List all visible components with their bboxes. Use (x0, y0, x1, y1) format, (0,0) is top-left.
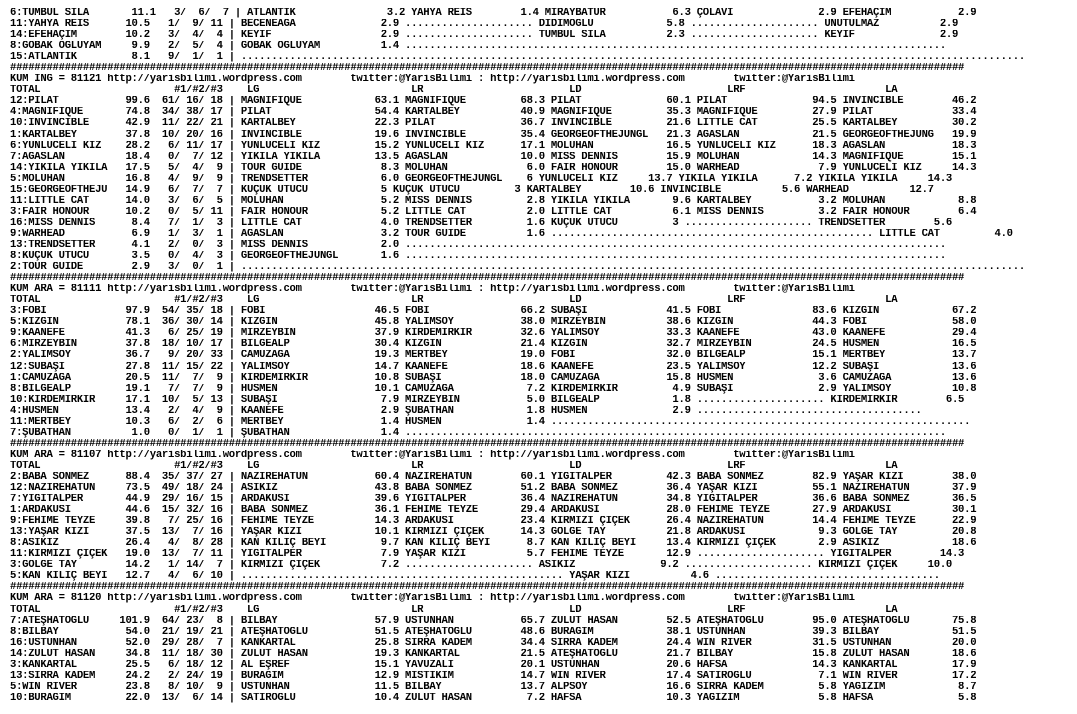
separator-line: ############################################################################################################################################################# (10, 273, 965, 285)
race-header-line: KUM ARA = 81107 http://yarisbilimi.wordpress.com twitter:@YarisBilimi : http://yarisbilimi.wordpress.com twitter:@YarisBilimi (10, 449, 855, 461)
data-row-line: 7:ATEŞHATOĞLU 101.9 64/ 23/ 8 | BİLBAY 57.9 ÜSTÜNHAN 65.7 ZULUT HASAN 52.5 ATEŞHATOĞLU 95.0 ATEŞHATOĞLU 75.8 (10, 615, 977, 627)
data-row-line: 12:NAZİREHATUN 73.5 49/ 18/ 24 | ASİKIZ 43.8 BABA SÖNMEZ 51.2 BABA SÖNMEZ 36.4 YAŞAR KIZI 55.1 NAZİREHATUN 37.9 (10, 483, 977, 495)
race-header-line: KUM ARA = 81120 http://yarisbilimi.wordpress.com twitter:@YarisBilimi : http://yarisbilimi.wordpress.com twitter:@YarisBilimi (10, 593, 855, 605)
data-row-line: 10:BURAĞIM 22.0 13/ 6/ 14 | SATIROĞLU 10.4 ZULUT HASAN 7.2 HAFSA 10.3 YAĞIZIM 5.8 HAFSA 5.8 (10, 692, 977, 704)
data-row-line: 3:FAIR HONOUR 10.2 0/ 5/ 11 | FAIR HONOUR 5.2 LİTTLE CAT 2.0 LİTTLE CAT 6.1 MİSS DENNİS 3.2 FAIR HONOUR 6.4 (10, 206, 977, 218)
data-row-line: 2:YALIMSOY 36.7 9/ 20/ 33 | CAMUZAĞA 19.3 MERTBEY 19.0 FOBİ 32.0 BİLGEALP 15.1 MERTBEY 13.7 (10, 350, 977, 362)
column-header-line: TOTAL #1/#2/#3 LG LR LD LRF LA (10, 604, 898, 616)
data-row-line: 7:YİĞİTALPER 44.9 29/ 16/ 15 | ARDAKUSİ 39.6 YİĞİTALPER 36.4 NAZİREHATUN 34.8 YİĞİTALPER 36.6 BABA SÖNMEZ 36.5 (10, 494, 977, 506)
data-row-line: 7:AĞASLAN 18.4 0/ 7/ 12 | YIKILA YIKILA 13.5 AĞASLAN 10.0 MİSS DENNİS 15.9 MOLUHAN 14.3 MAGNIFIQUE 15.1 (10, 151, 977, 163)
data-row-line: 3:GÖLGE TAY 14.2 1/ 14/ 7 | KIRMIZI ÇİÇEK 7.2 ..................... ASİKIZ 9.2 ..................... KIRMIZI ÇİÇEK 10.0 (10, 560, 952, 572)
data-row-line: 16:ÜSTÜNHAN 52.0 29/ 28/ 7 | KANKARTAL 25.8 SIRRA KADEM 34.4 SIRRA KADEM 24.4 WİN RİVER 31.5 ÜSTÜNHAN 20.0 (10, 637, 977, 649)
data-row-line: 15:GEORGEOFTHEJU 14.9 6/ 7/ 7 | KÜÇÜK ÜTÜCÜ 5 KÜÇÜK ÜTÜCÜ 3 KARTALBEY 10.6 INVINCIBLE 5.6 WARHEAD 12.7 (10, 184, 934, 196)
data-row-line: 10:INVINCIBLE 42.9 11/ 22/ 21 | KARTALBEY 22.3 PILAT 36.7 INVINCIBLE 21.6 LİTTLE CAT 25.5 KARTALBEY 30.2 (10, 118, 977, 130)
data-row-line: 5:KAN KILIÇ BEYİ 12.7 4/ 6/ 10 | ..................................................... YAŞAR KIZI 4.6 ..................................... (10, 571, 940, 583)
data-row-line: 9:KAANEFE 41.3 6/ 25/ 19 | MİRZEYBİN 37.9 KİRDEMİRKIR 32.6 YALIMSOY 33.3 KAANEFE 43.0 KAANEFE 29.4 (10, 328, 977, 340)
data-row-line: 8:BİLBAY 54.0 21/ 19/ 21 | ATEŞHATOĞLU 51.5 ATEŞHATOĞLU 48.6 BURAĞIM 38.1 ÜSTÜNHAN 39.3 BİLBAY 51.5 (10, 626, 977, 638)
data-row-line: 12:PILAT 99.6 61/ 16/ 18 | MAGNIFIQUE 63.1 MAGNIFIQUE 68.3 PILAT 60.1 PILAT 94.5 INVINCIBLE 46.2 (10, 96, 977, 108)
data-row-line: 14:EFEHAÇIM 10.2 3/ 4/ 4 | KEYİF 2.9 ..................... TUMBUL SILA 2.3 ..................... KEYİF 2.9 (10, 30, 959, 42)
data-row-line: 11:YAHYA REİS 10.5 1/ 9/ 11 | BECENEAĞA 2.9 ..................... DİDİMOĞLU 5.8 ..................... UNUTULMAZ 2.9 (10, 19, 959, 31)
data-row-line: 5:WİN RİVER 23.8 8/ 10/ 9 | ÜSTÜNHAN 11.5 BİLBAY 13.7 ALPSOY 16.6 SIRRA KADEM 5.8 YAĞIZIM 8.7 (10, 681, 977, 693)
data-row-line: 13:YAŞAR KIZI 37.5 13/ 7/ 16 | YAŞAR KIZI 10.1 KIRMIZI ÇİÇEK 14.3 GÖLGE TAY 21.8 ARDAKUSİ 9.3 GÖLGE TAY 20.8 (10, 527, 977, 539)
data-row-line: 10:KİRDEMİRKIR 17.1 10/ 5/ 13 | SUBAŞI 7.9 MİRZEYBİN 5.0 BİLGEALP 1.8 ..................... KİRDEMİRKIR 6.5 (10, 394, 965, 406)
data-row-line: 2:BABA SÖNMEZ 88.4 35/ 37/ 27 | NAZİREHATUN 60.4 NAZİREHATUN 60.1 YİĞİTALPER 42.3 BABA SÖNMEZ 82.9 YAŞAR KIZI 38.0 (10, 471, 977, 483)
data-row-line: 5:KIZGIN 78.1 36/ 30/ 14 | KIZGIN 45.8 YALIMSOY 38.0 MİRZEYBİN 38.6 KIZGIN 44.3 FOBİ 58.0 (10, 317, 977, 329)
data-row-line: 9:FEHİME TEYZE 39.8 7/ 25/ 16 | FEHİME TEYZE 14.3 ARDAKUSİ 23.4 KIRMIZI ÇİÇEK 26.4 NAZİREHATUN 14.4 FEHİME TEYZE 22.9 (10, 516, 977, 528)
data-row-line: 14:ZULUT HASAN 34.8 11/ 18/ 30 | ZULUT HASAN 19.3 KANKARTAL 21.5 ATEŞHATOĞLU 21.7 BİLBAY 15.8 ZULUT HASAN 18.6 (10, 648, 977, 660)
data-row-line: 13:SIRRA KADEM 24.2 2/ 24/ 19 | BURAĞIM 12.9 MİSTİKIM 14.7 WİN RİVER 17.4 SATIROĞLU 7.1 WİN RİVER 17.2 (10, 670, 977, 682)
data-row-line: 7:ŞUBATHAN 1.0 0/ 1/ 1 | ŞUBATHAN 1.4 ......................................................................................... (10, 427, 946, 439)
data-row-line: 11:LİTTLE CAT 14.0 3/ 6/ 5 | MOLUHAN 5.2 MİSS DENNİS 2.8 YIKILA YIKILA 9.6 KARTALBEY 3.2 MOLUHAN 8.8 (10, 195, 977, 207)
data-row-line: 14:YIKILA YIKILA 17.5 5/ 4/ 9 | TOUR GUİDE 8.3 MOLUHAN 6.0 FAIR HONOUR 15.0 WARHEAD 7.9 YÜNLÜCELİ KIZ 14.3 (10, 162, 977, 174)
data-row-line: 1:CAMUZAĞA 20.5 11/ 7/ 9 | KİRDEMİRKIR 10.8 SUBAŞI 18.0 CAMUZAĞA 15.8 HÜSMEN 3.6 CAMUZAĞA 13.6 (10, 372, 977, 384)
data-row-line: 4:MAGNIFIQUE 74.8 34/ 38/ 17 | PILAT 54.4 KARTALBEY 40.9 MAGNIFIQUE 35.3 MAGNIFIQUE 27.9 PILAT 33.4 (10, 107, 977, 119)
data-row-line: 12:SUBAŞI 27.8 11/ 15/ 22 | YALIMSOY 14.7 KAANEFE 18.6 KAANEFE 23.5 YALIMSOY 12.2 SUBAŞI 13.6 (10, 361, 977, 373)
data-row-line: 9:WARHEAD 6.9 1/ 3/ 1 | AĞASLAN 3.2 TOUR GUİDE 1.6 ..................................................... LİTTLE CAT 4.0 (10, 228, 1013, 240)
data-row-line: 8:GOBAK OĞLUYAM 9.9 2/ 5/ 4 | GOBAK OĞLUYAM 1.4 ......................................................................................... (10, 41, 946, 53)
data-row-line: 8:KÜÇÜK ÜTÜCÜ 3.5 0/ 4/ 3 | GEORGEOFTHEJUNGL 1.6 ......................................................................................... (10, 251, 946, 263)
column-header-line: TOTAL #1/#2/#3 LG LR LD LRF LA (10, 295, 898, 307)
data-row-line: 8:BİLGEALP 19.1 7/ 7/ 9 | HÜSMEN 10.1 CAMUZAĞA 7.2 KİRDEMİRKIR 4.9 SUBAŞI 2.9 YALIMSOY 10.8 (10, 383, 977, 395)
data-row-line: 11:MERTBEY 10.3 6/ 2/ 6 | MERTBEY 1.4 HÜSMEN 1.4 ..................................................................... (10, 416, 971, 428)
data-row-line: 6:MİRZEYBİN 37.8 18/ 10/ 17 | BİLGEALP 30.4 KIZGIN 21.4 KIZGIN 32.7 MİRZEYBİN 24.5 HÜSMEN 16.5 (10, 339, 977, 351)
race-header-line: KUM ARA = 81111 http://yarisbilimi.wordpress.com twitter:@YarisBilimi : http://yarisbilimi.wordpress.com twitter:@YarisBilimi (10, 284, 855, 296)
separator-line: ############################################################################################################################################################# (10, 582, 965, 594)
data-row-line: 2:TOUR GUİDE 2.9 3/ 0/ 1 | ................................................................................................................................. (10, 262, 1025, 274)
data-row-line: 6:TUMBUL SILA 11.1 3/ 6/ 7 | ATLANTİK 3.2 YAHYA REİS 1.4 MİRAYBATUR 6.3 ÇÖLAVİ 2.9 EFEHAÇIM 2.9 (10, 8, 977, 19)
data-row-line: 3:KANKARTAL 25.5 6/ 18/ 12 | AL EŞREF 15.1 YAVUZALİ 20.1 ÜSTÜNHAN 20.6 HAFSA 14.3 KANKARTAL 17.9 (10, 659, 977, 671)
data-row-line: 8:ASİKIZ 26.4 4/ 8/ 28 | KAN KILIÇ BEYİ 9.7 KAN KILIÇ BEYİ 8.7 KAN KILIÇ BEYİ 13.4 KIRMIZI ÇİÇEK 2.9 ASİKIZ 18.6 (10, 538, 977, 550)
data-row-line: 4:HÜSMEN 13.4 2/ 4/ 9 | KAANEFE 2.9 ŞUBATHAN 1.8 HÜSMEN 2.9 ..................................... (10, 405, 922, 417)
data-row-line: 1:KARTALBEY 37.8 10/ 20/ 16 | INVINCIBLE 19.6 INVINCIBLE 35.4 GEORGEOFTHEJUNGL 21.3 AĞASLAN 21.5 GEORGEOFTHEJUNG 19.9 (10, 129, 977, 141)
data-row-line: 15:ATLANTİK 8.1 9/ 1/ 1 | ................................................................................................................................. (10, 52, 1025, 64)
data-row-line: 13:TRENDSETTER 4.1 2/ 0/ 3 | MİSS DENNİS 2.0 ......................................................................................... (10, 239, 946, 251)
race-header-line: KUM İNG = 81121 http://yarisbilimi.wordpress.com twitter:@YarisBilimi : http://yarisbilimi.wordpress.com twitter:@YarisBilimi (10, 74, 855, 86)
column-header-line: TOTAL #1/#2/#3 LG LR LD LRF LA (10, 85, 898, 97)
column-header-line: TOTAL #1/#2/#3 LG LR LD LRF LA (10, 460, 898, 472)
data-row-line: 3:FOBİ 97.9 54/ 35/ 18 | FOBİ 46.5 FOBİ 66.2 SUBAŞI 41.5 FOBİ 83.6 KIZGIN 67.2 (10, 306, 977, 318)
separator-line: ############################################################################################################################################################# (10, 63, 965, 75)
data-row-line: 16:MİSS DENNİS 8.4 7/ 1/ 3 | LİTTLE CAT 4.0 TRENDSETTER 1.6 KÜÇÜK ÜTÜCÜ 3 ..................... TRENDSETTER 5.6 (10, 217, 952, 229)
data-row-line: 11:KIRMIZI ÇİÇEK 19.0 13/ 7/ 11 | YİĞİTALPER 7.9 YAŞAR KIZI 5.7 FEHİME TEYZE 12.9 ..................... YİĞİTALPER 14.3 (10, 549, 965, 561)
separator-line: ############################################################################################################################################################# (10, 438, 965, 450)
data-row-line: 5:MOLUHAN 16.8 4/ 9/ 9 | TRENDSETTER 6.0 GEORGEOFTHEJUNGL 6 YÜNLÜCELİ KIZ 13.7 YIKILA YIKILA 7.2 YIKILA YIKILA 14.3 (10, 173, 952, 185)
data-row-line: 6:YÜNLÜCELİ KIZ 28.2 6/ 11/ 17 | YÜNLÜCELİ KIZ 15.2 YÜNLÜCELİ KIZ 17.1 MOLUHAN 16.5 YÜNLÜCELİ KIZ 18.3 AĞASLAN 18.3 (10, 140, 977, 152)
data-row-line: 1:ARDAKUSİ 44.6 15/ 32/ 16 | BABA SÖNMEZ 36.1 FEHİME TEYZE 29.4 ARDAKUSİ 28.0 FEHİME TEYZE 27.9 ARDAKUSİ 30.1 (10, 505, 977, 517)
